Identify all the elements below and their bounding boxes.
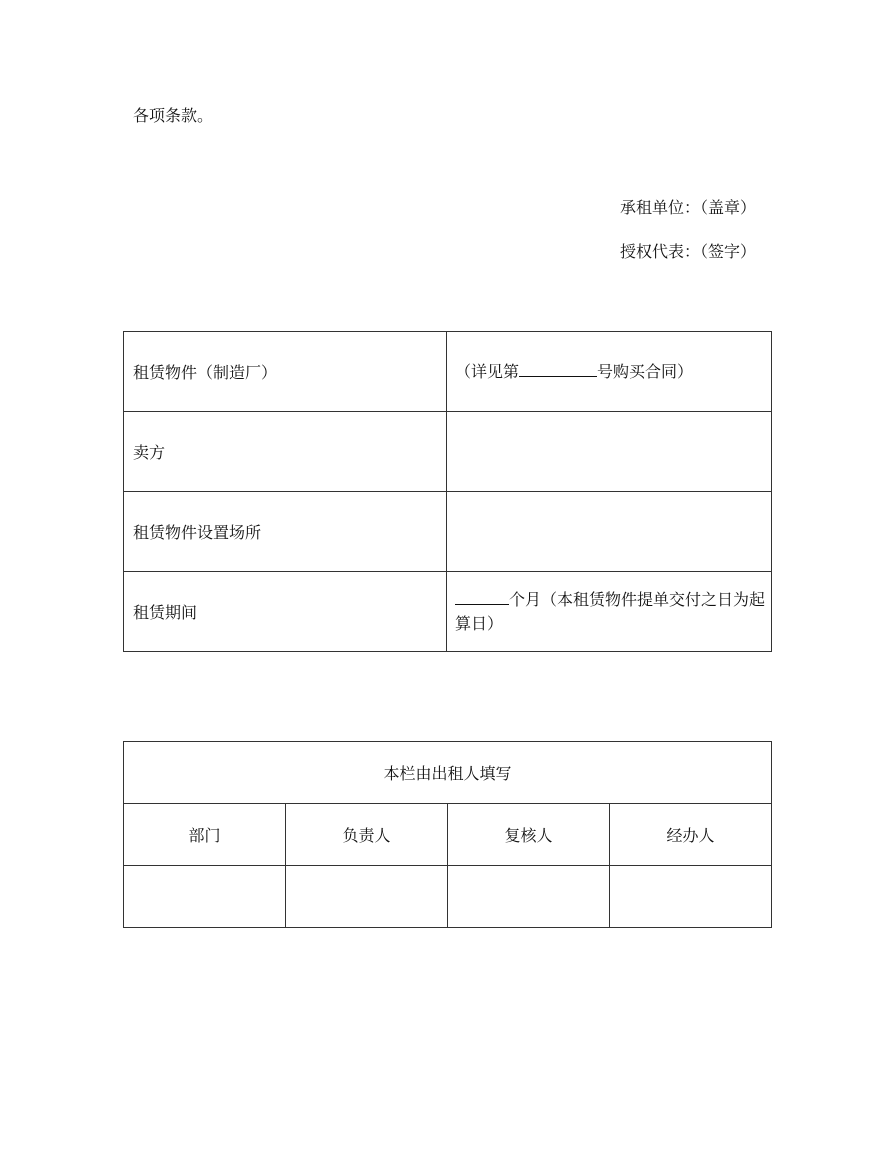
table-row [124,412,772,492]
table-row [124,804,772,866]
reviewer-header: 复核人 [448,804,610,866]
lessee-unit-seal-line: 承租单位：（盖章） [619,198,756,217]
installation-site-value[interactable] [447,492,772,572]
handler-cell[interactable] [610,866,772,928]
department-header: 部门 [124,804,286,866]
table-row [124,492,772,572]
lessor-fill-table [123,741,772,928]
lessor-table-title: 本栏由出租人填写 [124,742,772,804]
lease-period-value [447,572,772,652]
handler-header: 经办人 [610,804,772,866]
person-in-charge-header: 负责人 [286,804,448,866]
contract-number-blank[interactable] [519,360,597,377]
table-row [124,332,772,412]
lease-details-table [123,331,772,652]
authorized-representative-signature-line: 授权代表：（签字） [619,242,756,261]
purchase-contract-prefix: （详见第 [455,361,520,381]
table-row [124,742,772,804]
lease-period-label: 租赁期间 [124,572,447,652]
installation-site-label: 租赁物件设置场所 [124,492,447,572]
table-row [124,866,772,928]
table-row [124,572,772,652]
intro-text: 各项条款。 [133,106,214,125]
department-cell[interactable] [124,866,286,928]
seller-value[interactable] [447,412,772,492]
seller-label: 卖方 [124,412,447,492]
lease-period-text: 个月（本租赁物件提单交付之日为起算日） [455,589,766,633]
lease-item-value [447,332,772,412]
months-blank[interactable] [455,588,509,605]
person-in-charge-cell[interactable] [286,866,448,928]
purchase-contract-suffix: 号购买合同） [597,361,694,381]
reviewer-cell[interactable] [448,866,610,928]
lease-item-label: 租赁物件（制造厂） [124,332,447,412]
